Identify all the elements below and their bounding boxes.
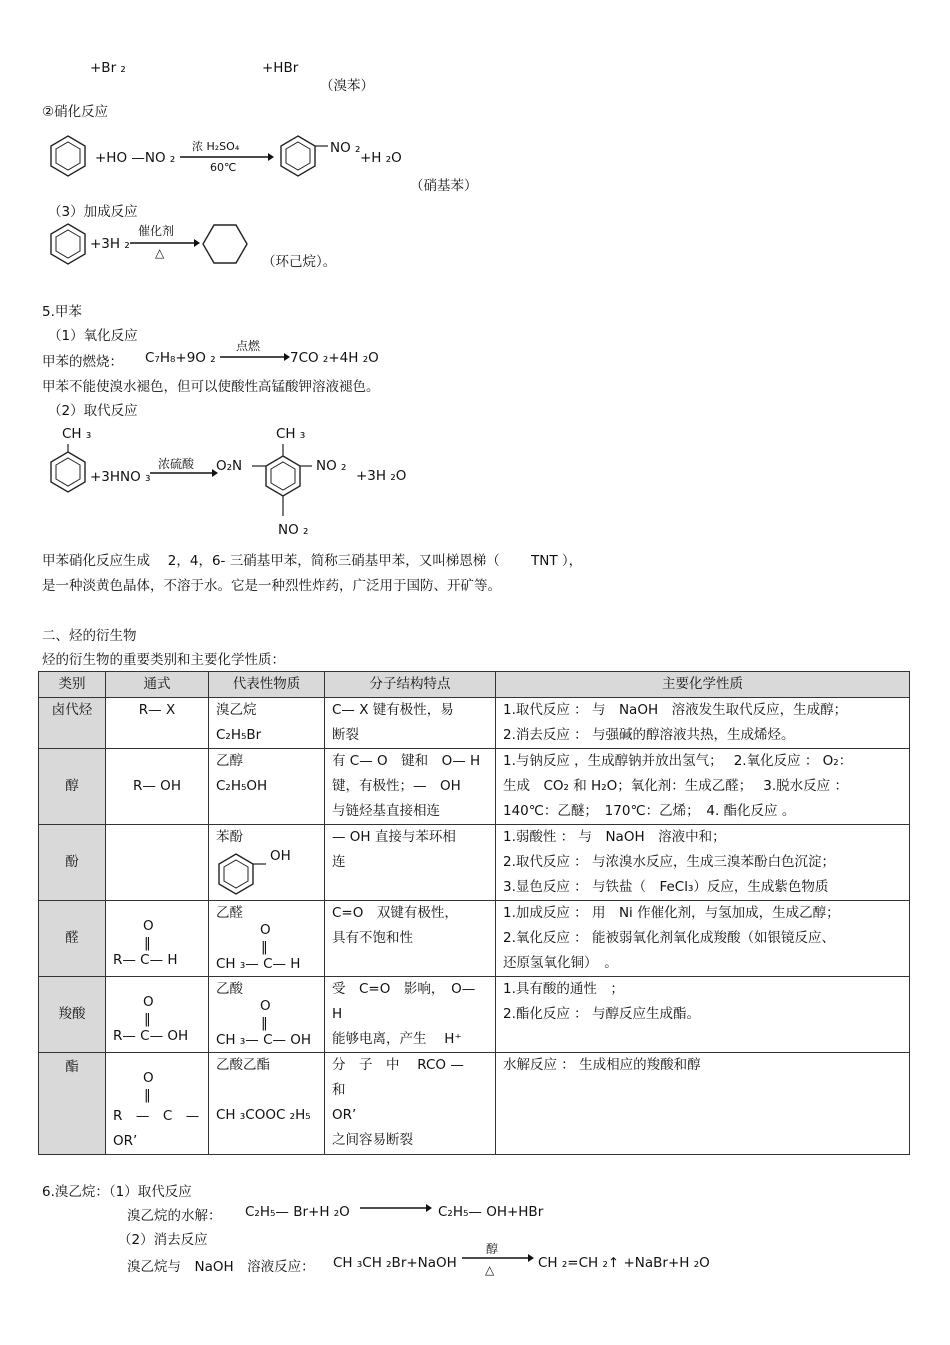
property-line: 2.消去反应 ： 与强碱的醇溶液共热，生成烯烃。 bbox=[503, 727, 795, 743]
property-line: 3.显色反应 ： 与铁盐（ FeCl₃）反应，生成紫色物质 bbox=[503, 879, 829, 895]
hydrolysis-products: C₂H₅— OH+HBr bbox=[438, 1204, 544, 1220]
nitration-condition: 60℃ bbox=[210, 161, 237, 174]
structure-line: 受 C=O 影响， O— H bbox=[332, 981, 476, 1022]
category-cell: 酯 bbox=[39, 1053, 106, 1155]
structure-line: 有 C— O 键和 O— H bbox=[332, 753, 481, 769]
structure-line: OR’ bbox=[332, 1107, 357, 1123]
structure-line: 断裂 bbox=[332, 727, 359, 743]
header-representative: 代表性物质 bbox=[209, 672, 325, 698]
water-product: +H ₂O bbox=[360, 150, 402, 166]
toluene-ring-icon bbox=[48, 444, 88, 494]
oxidation-note: 甲苯不能使溴水褪色，但可以使酸性高锰酸钾溶液褪色。 bbox=[42, 379, 380, 395]
o2n-group: O₂N bbox=[216, 458, 243, 474]
derivatives-table bbox=[38, 671, 910, 1155]
tnt-nitro-right: NO ₂ bbox=[316, 458, 347, 474]
property-line: 还原氢氧化铜） 。 bbox=[503, 955, 618, 971]
structure-line: C=O 双键有极性， bbox=[332, 905, 458, 921]
structure-line: 具有不饱和性 bbox=[332, 930, 413, 946]
general-formula-cell bbox=[106, 825, 209, 901]
toluene-catalyst: 浓硫酸 bbox=[158, 457, 195, 471]
structure-cell bbox=[325, 825, 496, 901]
hydrolysis-label: 溴乙烷的水解： bbox=[127, 1208, 222, 1224]
properties-cell bbox=[496, 749, 910, 825]
hydroxyl-group: OH bbox=[270, 848, 291, 864]
category-cell: 醇 bbox=[39, 749, 106, 825]
formula-line: CH ₃— C— OH bbox=[216, 1032, 312, 1048]
representative-name: 乙酸 bbox=[216, 981, 243, 997]
oxidation-heading: （1）氧化反应 bbox=[48, 328, 138, 344]
derivatives-intro: 烃的衍生物的重要类别和主要化学性质： bbox=[42, 652, 285, 668]
property-line: 2.酯化反应 ： 与醇反应生成酯。 bbox=[503, 1006, 700, 1022]
properties-cell bbox=[496, 977, 910, 1053]
formula-line: O bbox=[260, 998, 271, 1014]
nitration-heading: ②硝化反应 bbox=[42, 104, 109, 120]
header-general-formula: 通式 bbox=[106, 672, 209, 698]
header-category: 类别 bbox=[39, 672, 106, 698]
bromobenzene-label: （溴苯） bbox=[320, 78, 374, 94]
cyclohexane-label: （环己烷）。 bbox=[262, 254, 337, 270]
property-line: 140℃：乙醚； 170℃：乙烯； 4. 酯化反应 。 bbox=[503, 803, 796, 819]
tnt-description-2: 是一种淡黄色晶体，不溶于水。它是一种烈性炸药，广泛用于国防、开矿等。 bbox=[42, 578, 501, 594]
structure-line: 键，有极性；— OH bbox=[332, 778, 461, 794]
representative-name: 乙酸乙酯 bbox=[216, 1057, 270, 1073]
benzene-ring-icon bbox=[48, 134, 88, 178]
br2-reagent: +Br ₂ bbox=[90, 60, 126, 76]
tnt-description-1: 甲苯硝化反应生成 2，4，6- 三硝基甲苯，简称三硝基甲苯，又叫梯恩梯（ TNT ）， bbox=[42, 553, 583, 569]
derivatives-title: 二、烃的衍生物 bbox=[42, 628, 137, 644]
reaction-arrow-icon bbox=[462, 1253, 534, 1263]
addition-heading: （3）加成反应 bbox=[48, 204, 138, 220]
bromoethane-heading: 6.溴乙烷：（1）取代反应 bbox=[42, 1184, 192, 1200]
structure-line: 与链烃基直接相连 bbox=[332, 803, 440, 819]
structure-cell bbox=[325, 901, 496, 977]
table-row bbox=[39, 901, 910, 977]
table-row bbox=[39, 825, 910, 901]
structure-cell bbox=[325, 698, 496, 749]
water-product: +3H ₂O bbox=[356, 468, 407, 484]
structure-line: 能够电离，产生 H⁺ bbox=[332, 1031, 462, 1047]
general-formula-cell bbox=[106, 977, 209, 1053]
structure-line: 分 子 中 RCO — 和 bbox=[332, 1057, 478, 1098]
formula-line: R— C— OH bbox=[113, 1028, 189, 1044]
elimination-products: CH ₂=CH ₂↑ +NaBr+H ₂O bbox=[538, 1255, 710, 1271]
structure-cell bbox=[325, 977, 496, 1053]
nitric-acid-reagent: +HO —NO ₂ bbox=[95, 150, 176, 166]
addition-condition: △ bbox=[155, 246, 165, 260]
representative-cell bbox=[209, 749, 325, 825]
reaction-arrow-icon bbox=[220, 352, 290, 362]
substitution-heading: （2）取代反应 bbox=[48, 403, 138, 419]
formula-line: R — C — bbox=[113, 1108, 200, 1124]
property-line: 1.与钠反应 ，生成醇钠并放出氢气； 2.氧化反应 ： O₂： bbox=[503, 753, 853, 769]
nitrobenzene-ring-icon bbox=[278, 134, 318, 178]
properties-cell bbox=[496, 1053, 910, 1155]
representative-name: 溴乙烷 bbox=[216, 702, 257, 718]
hydrogen-reagent: +3H ₂ bbox=[90, 236, 130, 252]
combustion-reactants: C₇H₈+9O ₂ bbox=[145, 350, 216, 366]
formula-line: ‖ bbox=[261, 939, 268, 955]
representative-cell bbox=[209, 825, 325, 901]
formula-line: ‖ bbox=[144, 935, 151, 951]
formula-line: R— C— H bbox=[113, 952, 178, 968]
table-row bbox=[39, 977, 910, 1053]
representative-cell bbox=[209, 698, 325, 749]
table-header-row bbox=[39, 672, 910, 698]
combustion-condition: 点燃 bbox=[236, 339, 261, 353]
table-row bbox=[39, 1053, 910, 1155]
property-line: 水解反应 ： 生成相应的羧酸和醇 bbox=[503, 1057, 701, 1073]
general-formula-cell bbox=[106, 901, 209, 977]
tnt-ring-icon bbox=[246, 444, 316, 522]
methyl-group: CH ₃ bbox=[62, 426, 92, 442]
hbr-product: +HBr bbox=[262, 60, 299, 76]
property-line: 1.具有酸的通性 ； bbox=[503, 981, 624, 997]
category-cell: 酚 bbox=[39, 825, 106, 901]
structure-cell bbox=[325, 749, 496, 825]
formula-line: ‖ bbox=[144, 1011, 151, 1027]
elimination-label: 溴乙烷与 NaOH 溶液反应： bbox=[127, 1259, 315, 1275]
formula-line: ‖ bbox=[261, 1015, 268, 1031]
formula-line: O bbox=[143, 1070, 154, 1086]
properties-cell bbox=[496, 901, 910, 977]
elimination-reactants: CH ₃CH ₂Br+NaOH bbox=[333, 1255, 457, 1271]
reaction-arrow-icon bbox=[360, 1203, 432, 1213]
category-cell: 醛 bbox=[39, 901, 106, 977]
formula-line: ‖ bbox=[144, 1087, 151, 1103]
elimination-condition-bottom: △ bbox=[485, 1263, 495, 1277]
elimination-heading: （2）消去反应 bbox=[118, 1232, 208, 1248]
nitration-catalyst: 浓 H₂SO₄ bbox=[192, 140, 240, 153]
representative-name: 乙醛 bbox=[216, 905, 243, 921]
structure-line: C— X 键有极性，易 bbox=[332, 702, 454, 718]
structure-cell bbox=[325, 1053, 496, 1155]
header-properties: 主要化学性质 bbox=[496, 672, 910, 698]
representative-cell bbox=[209, 1053, 325, 1155]
category-cell: 羧酸 bbox=[39, 977, 106, 1053]
property-line: 1.弱酸性 ： 与 NaOH 溶液中和； bbox=[503, 829, 726, 845]
formula-line: OR’ bbox=[113, 1133, 138, 1149]
structure-line: 之间容易断裂 bbox=[332, 1132, 413, 1148]
structure-line: 连 bbox=[332, 854, 346, 870]
nitrobenzene-label: （硝基苯） bbox=[410, 178, 478, 194]
cyclohexane-ring-icon bbox=[202, 222, 248, 266]
reaction-arrow-icon bbox=[130, 238, 200, 248]
table-row bbox=[39, 698, 910, 749]
phenol-structure bbox=[216, 850, 317, 898]
representative-formula: C₂H₅Br bbox=[216, 727, 262, 743]
property-line: 1.取代反应 ： 与 NaOH 溶液发生取代反应，生成醇； bbox=[503, 702, 848, 718]
reaction-arrow-icon bbox=[150, 468, 218, 478]
combustion-products: 7CO ₂+4H ₂O bbox=[290, 350, 379, 366]
nitro-group: NO ₂ bbox=[330, 140, 361, 156]
toluene-heading: 5.甲苯 bbox=[42, 304, 82, 320]
representative-formula: CH ₃COOC ₂H₅ bbox=[216, 1107, 311, 1123]
general-formula-cell: R— OH bbox=[106, 749, 209, 825]
general-formula-cell bbox=[106, 1053, 209, 1155]
property-line: 2.氧化反应 ： 能被弱氧化剂氧化成羧酸（如银镜反应、 bbox=[503, 930, 835, 946]
representative-cell bbox=[209, 901, 325, 977]
formula-line: CH ₃— C— H bbox=[216, 956, 301, 972]
properties-cell bbox=[496, 825, 910, 901]
tnt-nitro-bottom: NO ₂ bbox=[278, 522, 309, 538]
representative-formula: C₂H₅OH bbox=[216, 778, 268, 794]
properties-cell bbox=[496, 698, 910, 749]
representative-name: 乙醇 bbox=[216, 753, 243, 769]
property-line: 生成 CO₂ 和 H₂O；氧化剂：生成乙醛； 3.脱水反应 ： bbox=[503, 778, 848, 794]
formula-line: O bbox=[143, 918, 154, 934]
table-row bbox=[39, 749, 910, 825]
addition-catalyst: 催化剂 bbox=[138, 224, 175, 238]
benzene-ring-icon bbox=[48, 222, 88, 266]
category-cell: 卤代烃 bbox=[39, 698, 106, 749]
hydrolysis-reactants: C₂H₅— Br+H ₂O bbox=[245, 1204, 350, 1220]
combustion-label: 甲苯的燃烧： bbox=[42, 354, 123, 370]
nitric-acid-reagent: +3HNO ₃ bbox=[90, 469, 151, 485]
property-line: 2.取代反应 ： 与浓溴水反应，生成三溴苯酚白色沉淀； bbox=[503, 854, 835, 870]
representative-name: 苯酚 bbox=[216, 829, 243, 845]
general-formula-cell: R— X bbox=[106, 698, 209, 749]
formula-line: O bbox=[143, 994, 154, 1010]
formula-line: O bbox=[260, 922, 271, 938]
header-structure: 分子结构特点 bbox=[325, 672, 496, 698]
tnt-methyl-group: CH ₃ bbox=[276, 426, 306, 442]
representative-cell bbox=[209, 977, 325, 1053]
elimination-condition-top: 醇 bbox=[486, 1242, 499, 1256]
formula-line bbox=[216, 1078, 317, 1103]
property-line: 1.加成反应 ： 用 Ni 作催化剂，与氢加成，生成乙醇； bbox=[503, 905, 840, 921]
structure-line: — OH 直接与苯环相 bbox=[332, 829, 456, 845]
